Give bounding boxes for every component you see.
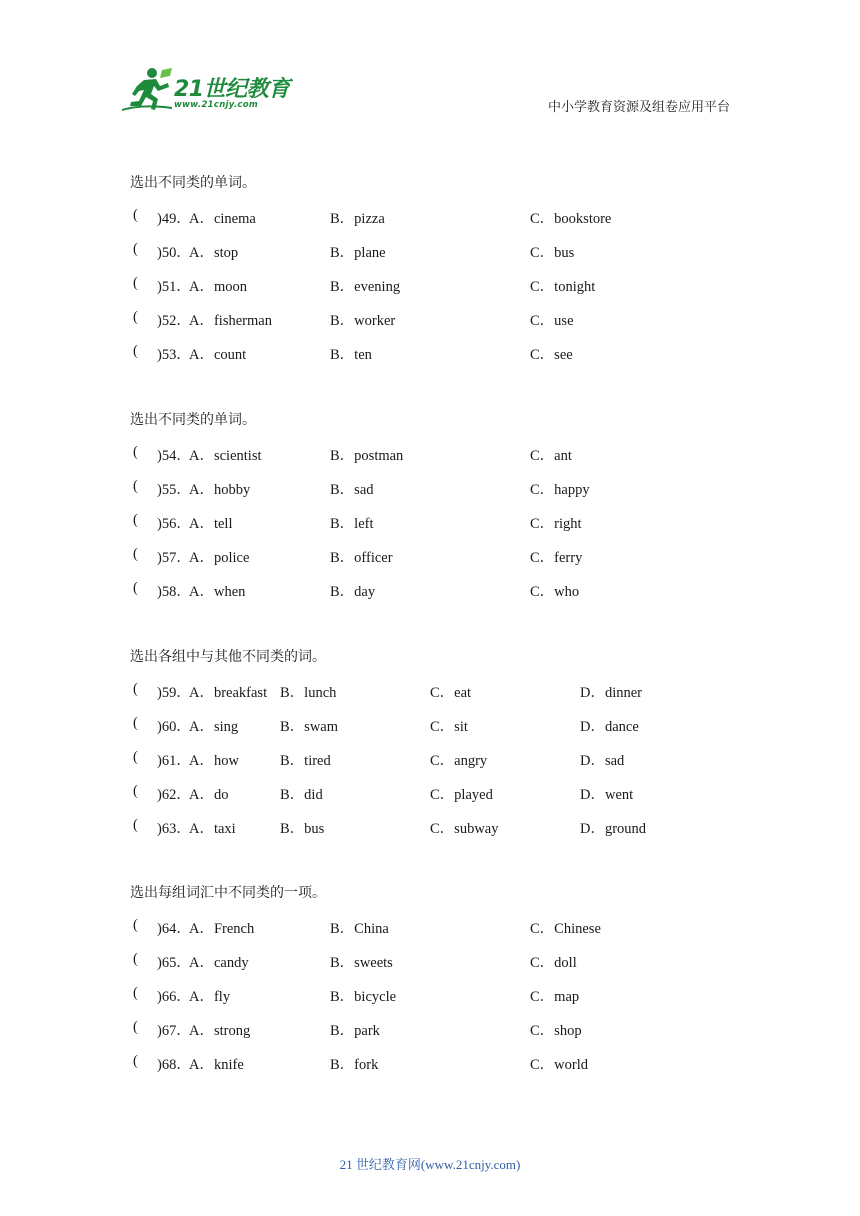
question-row <box>130 309 770 329</box>
answer-option[interactable]: C．map <box>530 989 580 1005</box>
answer-option[interactable]: A．how <box>189 753 239 769</box>
answer-option[interactable]: B．bicycle <box>330 989 397 1005</box>
question-row <box>130 985 770 1005</box>
page-header <box>0 0 860 130</box>
question-row <box>130 241 770 261</box>
answer-option[interactable]: D．dinner <box>580 685 643 701</box>
answer-blank[interactable]: ( <box>133 309 138 325</box>
answer-option[interactable]: C．eat <box>430 685 472 701</box>
answer-option[interactable]: B．plane <box>330 245 386 261</box>
answer-option[interactable]: C．right <box>530 516 582 532</box>
answer-option[interactable]: C．world <box>530 1057 588 1073</box>
page-footer[interactable]: 21 世纪教育网(www.21cnjy.com) <box>339 1157 521 1172</box>
answer-option[interactable]: D．went <box>580 787 634 803</box>
answer-option[interactable]: D．dance <box>580 719 639 735</box>
answer-option[interactable]: C．use <box>530 313 574 329</box>
answer-option[interactable]: A．candy <box>189 955 249 971</box>
answer-blank[interactable]: ( <box>133 580 138 596</box>
answer-option[interactable]: A．count <box>189 347 247 363</box>
answer-blank[interactable]: ( <box>133 275 138 291</box>
answer-option[interactable]: A．strong <box>189 1023 251 1039</box>
question-row <box>130 207 770 227</box>
answer-option[interactable]: A．cinema <box>189 211 256 227</box>
question-number: )64． <box>157 921 191 937</box>
answer-option[interactable]: A．fly <box>189 989 231 1005</box>
question-row <box>130 1019 770 1039</box>
answer-blank[interactable]: ( <box>133 817 138 833</box>
answer-option[interactable]: C．Chinese <box>530 921 601 937</box>
answer-option[interactable]: A．fisherman <box>189 313 272 329</box>
question-row <box>130 917 770 937</box>
answer-option[interactable]: C．subway <box>430 821 499 837</box>
runner-icon <box>122 66 178 112</box>
answer-blank[interactable]: ( <box>133 985 138 1001</box>
question-row <box>130 1053 770 1073</box>
answer-option[interactable]: A．sing <box>189 719 239 735</box>
question-number: )55． <box>157 482 191 498</box>
answer-blank[interactable]: ( <box>133 478 138 494</box>
site-logo[interactable] <box>122 66 292 118</box>
answer-blank[interactable]: ( <box>133 681 138 697</box>
answer-option[interactable]: B．day <box>330 584 376 600</box>
answer-blank[interactable]: ( <box>133 917 138 933</box>
answer-option[interactable]: D．sad <box>580 753 625 769</box>
question-number: )53． <box>157 347 191 363</box>
logo-url: www.21cnjy.com <box>174 100 258 110</box>
answer-option[interactable]: A．moon <box>189 279 247 295</box>
answer-option[interactable]: C．who <box>530 584 580 600</box>
question-number: )59． <box>157 685 191 701</box>
question-row <box>130 343 770 363</box>
question-number: )51． <box>157 279 191 295</box>
answer-option[interactable]: A．when <box>189 584 246 600</box>
answer-blank[interactable]: ( <box>133 715 138 731</box>
answer-option[interactable]: D．ground <box>580 821 647 837</box>
answer-option[interactable]: A．French <box>189 921 255 937</box>
answer-option[interactable]: C．tonight <box>530 279 596 295</box>
answer-blank[interactable]: ( <box>133 512 138 528</box>
question-number: )68． <box>157 1057 191 1073</box>
answer-option[interactable]: B．ten <box>330 347 372 363</box>
answer-option[interactable]: B．fork <box>330 1057 379 1073</box>
question-number: )61． <box>157 753 191 769</box>
answer-option[interactable]: B．bus <box>280 821 325 837</box>
question-number: )54． <box>157 448 191 464</box>
header-tagline: 中小学教育资源及组卷应用平台 <box>548 100 731 115</box>
question-row <box>130 783 770 803</box>
section-title: 选出不同类的单词。 <box>130 412 256 428</box>
answer-option[interactable]: B．postman <box>330 448 404 464</box>
answer-option[interactable]: B．lunch <box>280 685 337 701</box>
answer-option[interactable]: B．evening <box>330 279 401 295</box>
answer-blank[interactable]: ( <box>133 241 138 257</box>
answer-option[interactable]: C．ant <box>530 448 572 464</box>
answer-option[interactable]: B．swam <box>280 719 338 735</box>
answer-option[interactable]: C．happy <box>530 482 590 498</box>
section-title: 选出不同类的单词。 <box>130 175 256 191</box>
answer-option[interactable]: C．sit <box>430 719 468 735</box>
answer-option[interactable]: A．tell <box>189 516 233 532</box>
answer-option[interactable]: C．ferry <box>530 550 583 566</box>
answer-option[interactable]: B．China <box>330 921 389 937</box>
logo-wordmark: 21世纪教育 <box>174 77 290 102</box>
section-title: 选出每组词汇中不同类的一项。 <box>130 885 326 901</box>
answer-blank[interactable]: ( <box>133 546 138 562</box>
answer-option[interactable]: B．left <box>330 516 374 532</box>
answer-blank[interactable]: ( <box>133 1053 138 1069</box>
answer-option[interactable]: C．bus <box>530 245 575 261</box>
answer-blank[interactable]: ( <box>133 1019 138 1035</box>
answer-option[interactable]: A．taxi <box>189 821 236 837</box>
question-row <box>130 681 770 701</box>
answer-option[interactable]: A．police <box>189 550 250 566</box>
question-number: )62． <box>157 787 191 803</box>
section-title: 选出各组中与其他不同类的词。 <box>130 649 326 665</box>
question-row <box>130 512 770 532</box>
question-row <box>130 546 770 566</box>
question-number: )57． <box>157 550 191 566</box>
answer-option[interactable]: C．played <box>430 787 493 803</box>
answer-blank[interactable]: ( <box>133 749 138 765</box>
question-row <box>130 478 770 498</box>
answer-blank[interactable]: ( <box>133 343 138 359</box>
question-number: )66． <box>157 989 191 1005</box>
question-number: )63． <box>157 821 191 837</box>
answer-option[interactable]: B．sweets <box>330 955 393 971</box>
question-row <box>130 817 770 837</box>
answer-option[interactable]: A．do <box>189 787 229 803</box>
answer-option[interactable]: A．stop <box>189 245 239 261</box>
answer-option[interactable]: B．did <box>280 787 323 803</box>
answer-option[interactable]: B．tired <box>280 753 331 769</box>
answer-blank[interactable]: ( <box>133 207 138 223</box>
question-number: )58． <box>157 584 191 600</box>
question-number: )49． <box>157 211 191 227</box>
answer-option[interactable]: B．officer <box>330 550 393 566</box>
question-row <box>130 444 770 464</box>
answer-option[interactable]: C．shop <box>530 1023 582 1039</box>
answer-blank[interactable]: ( <box>133 783 138 799</box>
question-number: )52． <box>157 313 191 329</box>
question-row <box>130 749 770 769</box>
answer-option[interactable]: A．hobby <box>189 482 251 498</box>
question-number: )56． <box>157 516 191 532</box>
answer-option[interactable]: C．see <box>530 347 573 363</box>
answer-option[interactable]: B．pizza <box>330 211 385 227</box>
answer-option[interactable]: B．worker <box>330 313 396 329</box>
question-number: )50． <box>157 245 191 261</box>
question-number: )60． <box>157 719 191 735</box>
answer-blank[interactable]: ( <box>133 444 138 460</box>
question-row <box>130 951 770 971</box>
answer-option[interactable]: A．scientist <box>189 448 262 464</box>
answer-option[interactable]: A．breakfast <box>189 685 268 701</box>
answer-option[interactable]: B．park <box>330 1023 380 1039</box>
answer-option[interactable]: C．doll <box>530 955 577 971</box>
question-row <box>130 275 770 295</box>
answer-option[interactable]: A．knife <box>189 1057 244 1073</box>
question-number: )65． <box>157 955 191 971</box>
question-row <box>130 580 770 600</box>
answer-blank[interactable]: ( <box>133 951 138 967</box>
answer-option[interactable]: B．sad <box>330 482 374 498</box>
question-number: )67． <box>157 1023 191 1039</box>
question-row <box>130 715 770 735</box>
answer-option[interactable]: C．bookstore <box>530 211 612 227</box>
answer-option[interactable]: C．angry <box>430 753 488 769</box>
